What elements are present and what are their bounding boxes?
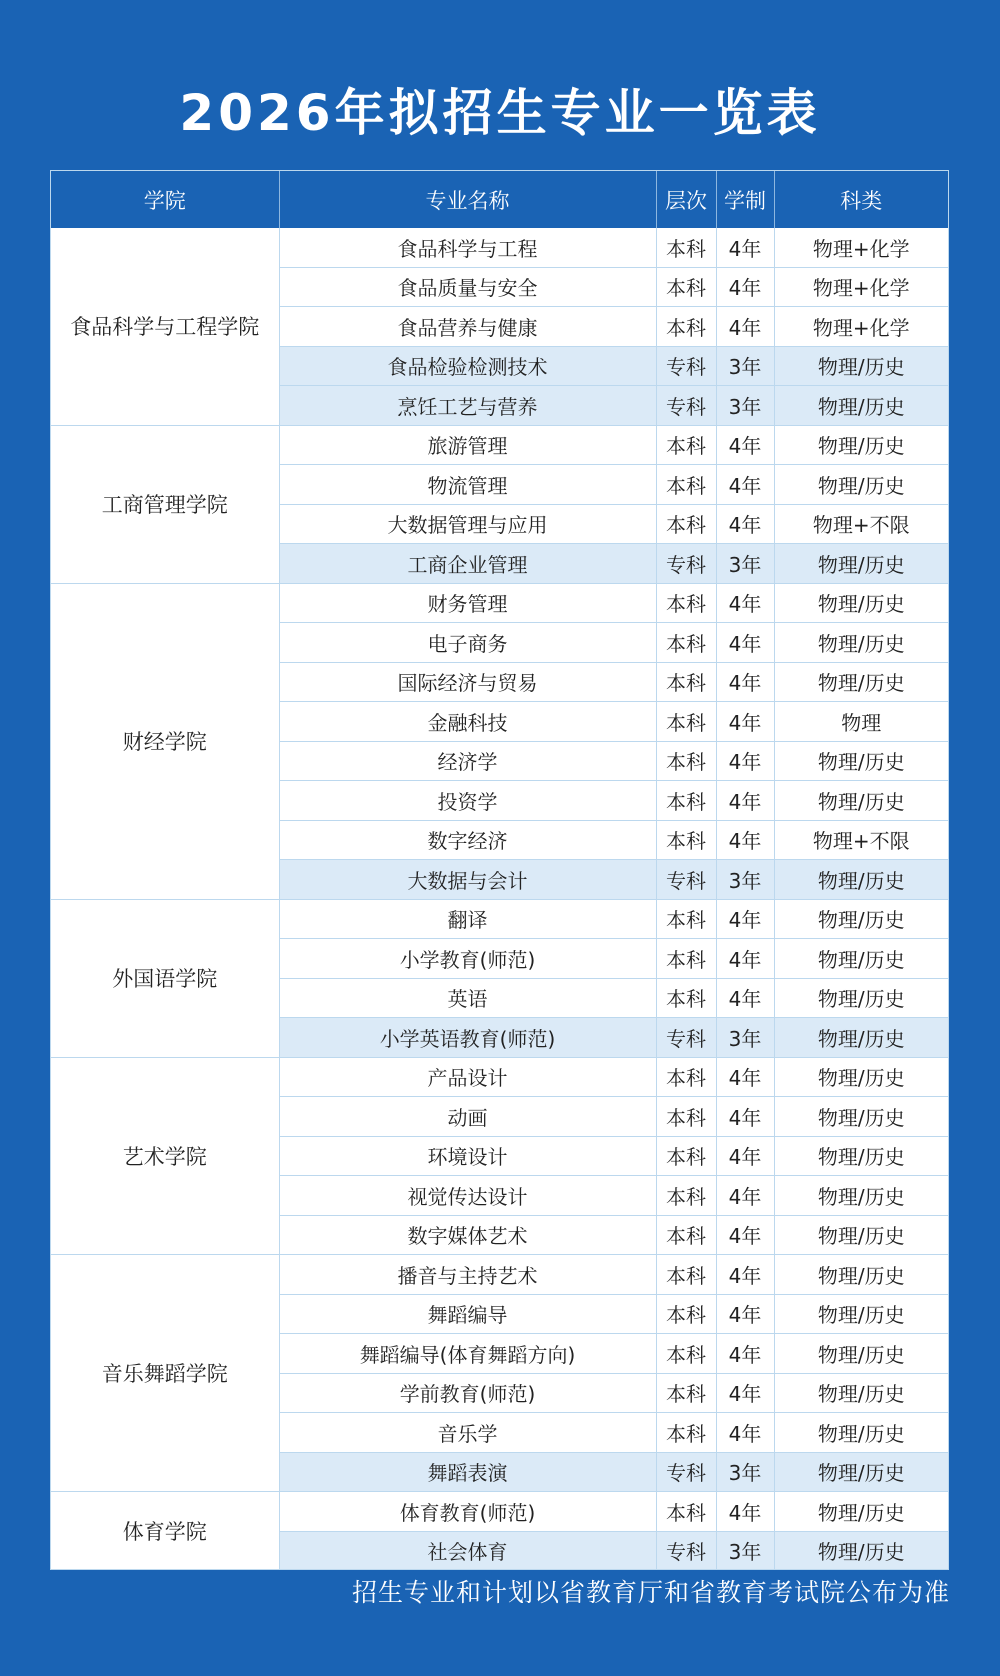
duration-cell: 4年: [716, 1097, 774, 1137]
subject-category-cell: 物理/历史: [774, 1334, 948, 1374]
major-name-cell: 食品质量与安全: [279, 267, 656, 307]
level-cell: 专科: [656, 1452, 716, 1492]
header-subject-category: 科类: [774, 171, 948, 228]
level-cell: 本科: [656, 781, 716, 821]
major-name-cell: 大数据与会计: [279, 860, 656, 900]
major-name-cell: 社会体育: [279, 1531, 656, 1570]
subject-category-cell: 物理/历史: [774, 1452, 948, 1492]
subject-category-cell: 物理/历史: [774, 1057, 948, 1097]
table-body: [51, 228, 948, 1570]
duration-cell: 4年: [716, 820, 774, 860]
duration-cell: 4年: [716, 1215, 774, 1255]
duration-cell: 4年: [716, 702, 774, 742]
level-cell: 本科: [656, 1255, 716, 1295]
duration-cell: 4年: [716, 267, 774, 307]
college-cell: 体育学院: [51, 1492, 279, 1571]
table-row: [51, 899, 948, 939]
level-cell: 本科: [656, 1215, 716, 1255]
header-level: 层次: [656, 171, 716, 228]
subject-category-cell: 物理+不限: [774, 820, 948, 860]
level-cell: 本科: [656, 1373, 716, 1413]
major-name-cell: 视觉传达设计: [279, 1176, 656, 1216]
subject-category-cell: 物理/历史: [774, 1492, 948, 1532]
table-row: [51, 1255, 948, 1295]
major-name-cell: 翻译: [279, 899, 656, 939]
table-row: [51, 1492, 948, 1532]
major-name-cell: 食品检验检测技术: [279, 346, 656, 386]
subject-category-cell: 物理/历史: [774, 1373, 948, 1413]
level-cell: 本科: [656, 820, 716, 860]
level-cell: 本科: [656, 702, 716, 742]
major-name-cell: 动画: [279, 1097, 656, 1137]
header-duration: 学制: [716, 171, 774, 228]
subject-category-cell: 物理+化学: [774, 307, 948, 347]
subject-category-cell: 物理+化学: [774, 267, 948, 307]
major-name-cell: 数字媒体艺术: [279, 1215, 656, 1255]
major-name-cell: 国际经济与贸易: [279, 662, 656, 702]
table-header-row: [51, 171, 948, 228]
subject-category-cell: 物理/历史: [774, 978, 948, 1018]
page-title: 2026年拟招生专业一览表: [179, 84, 821, 142]
college-cell: 艺术学院: [51, 1057, 279, 1255]
level-cell: 本科: [656, 425, 716, 465]
major-name-cell: 工商企业管理: [279, 544, 656, 584]
subject-category-cell: 物理+化学: [774, 228, 948, 267]
duration-cell: 4年: [716, 1255, 774, 1295]
level-cell: 本科: [656, 1176, 716, 1216]
major-name-cell: 学前教育(师范): [279, 1373, 656, 1413]
level-cell: 本科: [656, 307, 716, 347]
majors-table-container: [50, 170, 949, 1570]
duration-cell: 3年: [716, 544, 774, 584]
header-major-name: 专业名称: [279, 171, 656, 228]
duration-cell: 4年: [716, 1176, 774, 1216]
duration-cell: 4年: [716, 939, 774, 979]
level-cell: 本科: [656, 583, 716, 623]
duration-cell: 4年: [716, 1492, 774, 1532]
subject-category-cell: 物理/历史: [774, 1097, 948, 1137]
major-name-cell: 电子商务: [279, 623, 656, 663]
level-cell: 本科: [656, 1492, 716, 1532]
subject-category-cell: 物理/历史: [774, 1531, 948, 1570]
level-cell: 本科: [656, 939, 716, 979]
duration-cell: 4年: [716, 465, 774, 505]
duration-cell: 4年: [716, 1413, 774, 1453]
college-cell: 外国语学院: [51, 899, 279, 1057]
duration-cell: 3年: [716, 346, 774, 386]
major-name-cell: 播音与主持艺术: [279, 1255, 656, 1295]
major-name-cell: 音乐学: [279, 1413, 656, 1453]
duration-cell: 4年: [716, 978, 774, 1018]
major-name-cell: 舞蹈编导: [279, 1294, 656, 1334]
duration-cell: 4年: [716, 899, 774, 939]
footer-note: 招生专业和计划以省教育厅和省教育考试院公布为准: [351, 1578, 950, 1607]
major-name-cell: 舞蹈编导(体育舞蹈方向): [279, 1334, 656, 1374]
major-name-cell: 体育教育(师范): [279, 1492, 656, 1532]
duration-cell: 4年: [716, 504, 774, 544]
duration-cell: 4年: [716, 307, 774, 347]
level-cell: 本科: [656, 504, 716, 544]
level-cell: 本科: [656, 1294, 716, 1334]
major-name-cell: 英语: [279, 978, 656, 1018]
duration-cell: 4年: [716, 781, 774, 821]
subject-category-cell: 物理/历史: [774, 899, 948, 939]
major-name-cell: 数字经济: [279, 820, 656, 860]
subject-category-cell: 物理/历史: [774, 1136, 948, 1176]
subject-category-cell: 物理/历史: [774, 1018, 948, 1058]
duration-cell: 3年: [716, 386, 774, 426]
subject-category-cell: 物理/历史: [774, 583, 948, 623]
major-name-cell: 物流管理: [279, 465, 656, 505]
duration-cell: 4年: [716, 741, 774, 781]
duration-cell: 4年: [716, 1136, 774, 1176]
level-cell: 本科: [656, 267, 716, 307]
header-college: 学院: [51, 171, 279, 228]
level-cell: 本科: [656, 1136, 716, 1176]
duration-cell: 4年: [716, 228, 774, 267]
college-cell: 财经学院: [51, 583, 279, 899]
major-name-cell: 食品营养与健康: [279, 307, 656, 347]
duration-cell: 4年: [716, 1334, 774, 1374]
duration-cell: 4年: [716, 425, 774, 465]
duration-cell: 4年: [716, 583, 774, 623]
subject-category-cell: 物理/历史: [774, 741, 948, 781]
duration-cell: 4年: [716, 623, 774, 663]
subject-category-cell: 物理/历史: [774, 425, 948, 465]
major-name-cell: 环境设计: [279, 1136, 656, 1176]
major-name-cell: 产品设计: [279, 1057, 656, 1097]
major-name-cell: 金融科技: [279, 702, 656, 742]
duration-cell: 3年: [716, 1452, 774, 1492]
level-cell: 本科: [656, 623, 716, 663]
table-row: [51, 425, 948, 465]
level-cell: 专科: [656, 1531, 716, 1570]
college-cell: 食品科学与工程学院: [51, 228, 279, 425]
duration-cell: 4年: [716, 1294, 774, 1334]
level-cell: 本科: [656, 741, 716, 781]
subject-category-cell: 物理/历史: [774, 623, 948, 663]
level-cell: 专科: [656, 346, 716, 386]
subject-category-cell: 物理: [774, 702, 948, 742]
subject-category-cell: 物理/历史: [774, 860, 948, 900]
subject-category-cell: 物理/历史: [774, 1176, 948, 1216]
level-cell: 本科: [656, 465, 716, 505]
subject-category-cell: 物理/历史: [774, 662, 948, 702]
major-name-cell: 食品科学与工程: [279, 228, 656, 267]
subject-category-cell: 物理/历史: [774, 465, 948, 505]
subject-category-cell: 物理/历史: [774, 1413, 948, 1453]
duration-cell: 4年: [716, 662, 774, 702]
subject-category-cell: 物理/历史: [774, 1294, 948, 1334]
duration-cell: 3年: [716, 1018, 774, 1058]
subject-category-cell: 物理/历史: [774, 1215, 948, 1255]
major-name-cell: 经济学: [279, 741, 656, 781]
major-name-cell: 投资学: [279, 781, 656, 821]
subject-category-cell: 物理/历史: [774, 939, 948, 979]
subject-category-cell: 物理+不限: [774, 504, 948, 544]
major-name-cell: 小学英语教育(师范): [279, 1018, 656, 1058]
level-cell: 本科: [656, 1334, 716, 1374]
level-cell: 专科: [656, 860, 716, 900]
level-cell: 本科: [656, 1057, 716, 1097]
level-cell: 本科: [656, 1097, 716, 1137]
major-name-cell: 小学教育(师范): [279, 939, 656, 979]
major-name-cell: 旅游管理: [279, 425, 656, 465]
duration-cell: 3年: [716, 860, 774, 900]
college-cell: 工商管理学院: [51, 425, 279, 583]
level-cell: 本科: [656, 1413, 716, 1453]
level-cell: 本科: [656, 228, 716, 267]
table-row: [51, 228, 948, 267]
table-row: [51, 583, 948, 623]
major-name-cell: 财务管理: [279, 583, 656, 623]
level-cell: 本科: [656, 978, 716, 1018]
duration-cell: 4年: [716, 1057, 774, 1097]
college-cell: 音乐舞蹈学院: [51, 1255, 279, 1492]
level-cell: 专科: [656, 386, 716, 426]
subject-category-cell: 物理/历史: [774, 346, 948, 386]
level-cell: 本科: [656, 662, 716, 702]
subject-category-cell: 物理/历史: [774, 1255, 948, 1295]
subject-category-cell: 物理/历史: [774, 781, 948, 821]
major-name-cell: 舞蹈表演: [279, 1452, 656, 1492]
level-cell: 本科: [656, 899, 716, 939]
duration-cell: 3年: [716, 1531, 774, 1570]
major-name-cell: 烹饪工艺与营养: [279, 386, 656, 426]
level-cell: 专科: [656, 1018, 716, 1058]
subject-category-cell: 物理/历史: [774, 544, 948, 584]
subject-category-cell: 物理/历史: [774, 386, 948, 426]
duration-cell: 4年: [716, 1373, 774, 1413]
majors-table: [51, 171, 948, 1570]
table-row: [51, 1057, 948, 1097]
major-name-cell: 大数据管理与应用: [279, 504, 656, 544]
level-cell: 专科: [656, 544, 716, 584]
